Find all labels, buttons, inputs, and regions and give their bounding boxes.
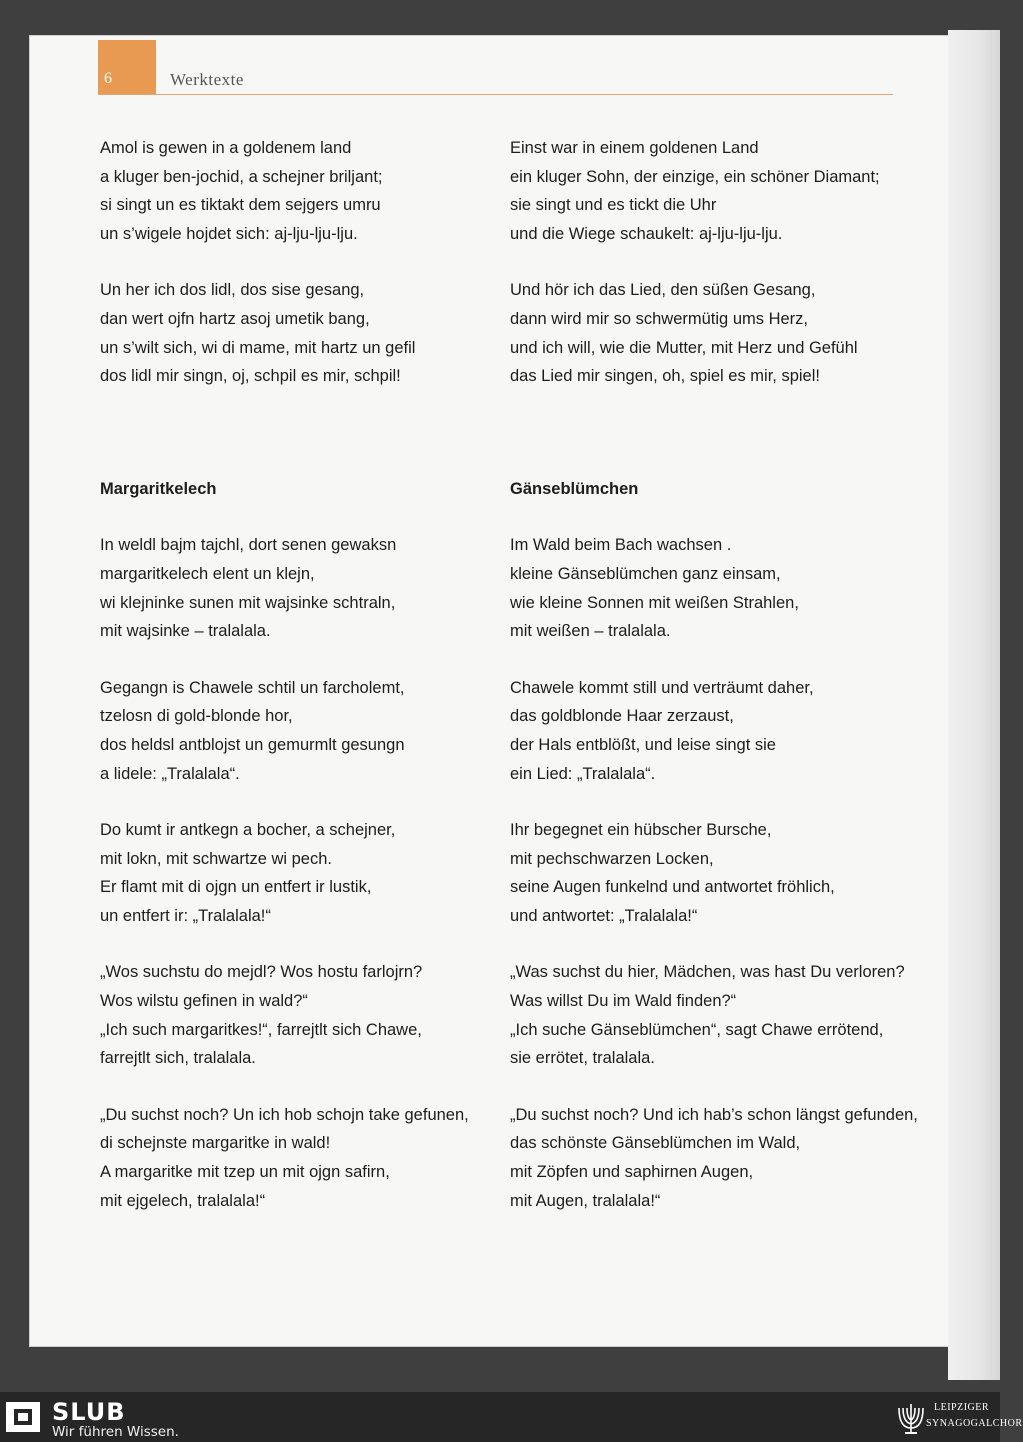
yiddish-text-line: un s’wilt sich, wi di mame, mit hartz un gefil: [100, 338, 416, 357]
german-text-line: das goldblonde Haar zerzaust,: [510, 707, 734, 726]
german-text-line: sie singt und es tickt die Uhr: [510, 196, 717, 215]
german-text-line: „Was suchst du hier, Mädchen, was hast Du verloren?: [510, 963, 905, 982]
yiddish-text-line: un s’wigele hojdet sich: aj-lju-lju-lju.: [100, 224, 358, 243]
german-text-line: mit weißen – tralalala.: [510, 622, 671, 641]
german-text-line: mit pechschwarzen Locken,: [510, 849, 714, 868]
stanza-gap: [100, 1073, 500, 1101]
yiddish-text-line: di schejnste margaritke in wald!: [100, 1134, 331, 1153]
german-text-line: das schönste Gänseblümchen im Wald,: [510, 1134, 801, 1153]
stanza-gap: [510, 1073, 910, 1101]
german-text-line: sie errötet, tralalala.: [510, 1049, 655, 1068]
yiddish-text-line: si singt un es tiktakt dem sejgers umru: [100, 196, 381, 215]
german-text-line: und antwortet: „Tralalala!“: [510, 906, 698, 925]
yiddish-text-line: „Du suchst noch? Un ich hob schojn take gefunen,: [100, 1105, 469, 1124]
german-song-title: Gänseblümchen: [510, 479, 639, 498]
german-text-line: und die Wiege schaukelt: aj-lju-lju-lju.: [510, 224, 783, 243]
yiddish-text-line: a kluger ben-jochid, a schejner briljant;: [100, 167, 383, 186]
section-gap: [510, 391, 910, 475]
header-divider: [98, 94, 893, 95]
slub-logo-icon[interactable]: [4, 1400, 42, 1434]
yiddish-text-line: Wos wilstu gefinen in wald?“: [100, 992, 308, 1011]
yiddish-text-line: tzelosn di gold-blonde hor,: [100, 707, 293, 726]
yiddish-text-line: dos lidl mir singn, oj, schpil es mir, schpil!: [100, 367, 401, 386]
facing-page-edge: [948, 30, 1000, 1380]
yiddish-text-line: Un her ich dos lidl, dos sise gesang,: [100, 281, 365, 300]
yiddish-text-line: Amol is gewen in a goldenem land: [100, 139, 352, 157]
german-text-line: ein Lied: „Tralalala“.: [510, 764, 656, 783]
library-name[interactable]: SLUB: [52, 1398, 126, 1426]
german-text-line: seine Augen funkelnd und antwortet fröhlich,: [510, 878, 835, 897]
yiddish-text-line: mit lokn, mit schwartze wi pech.: [100, 849, 332, 868]
section-title: Werktexte: [170, 70, 244, 89]
library-tagline: Wir führen Wissen.: [52, 1424, 179, 1440]
yiddish-text-line: mit ejgelech, tralalala!“: [100, 1191, 266, 1210]
yiddish-text-line: „Ich such margaritkes!“, farrejtlt sich Chawe,: [100, 1020, 422, 1039]
stanza-gap: [100, 646, 500, 674]
german-text-line: „Du suchst noch? Und ich hab’s schon längst gefunden,: [510, 1105, 918, 1124]
german-text-line: der Hals entblößt, und leise singt sie: [510, 735, 776, 754]
yiddish-text-line: dos heldsl antblojst un gemurmlt gesungn: [100, 735, 405, 754]
german-text-line: Ihr begegnet ein hübscher Bursche,: [510, 821, 772, 840]
stanza-gap: [510, 930, 910, 958]
stanza-gap: [510, 248, 910, 276]
yiddish-text-line: un entfert ir: „Tralalala!“: [100, 906, 271, 925]
choir-name-line1: LEIPZIGER: [934, 1402, 990, 1413]
german-text-line: Einst war in einem goldenen Land: [510, 139, 759, 157]
german-text-line: Was willst Du im Wald finden?“: [510, 992, 737, 1011]
german-text-line: Im Wald beim Bach wachsen .: [510, 536, 732, 555]
german-text-line: mit Zöpfen und saphirnen Augen,: [510, 1163, 754, 1182]
german-text-line: dann wird mir so schwermütig ums Herz,: [510, 309, 808, 328]
yiddish-text-line: farrejtlt sich, tralalala.: [100, 1049, 256, 1068]
stanza-gap: [510, 646, 910, 674]
german-text-line: „Ich suche Gänseblümchen“, sagt Chawe errötend,: [510, 1020, 884, 1039]
stanza-gap: [100, 930, 500, 958]
german-text-line: Chawele kommt still und verträumt daher,: [510, 678, 814, 697]
choir-name-line2: SYNAGOGALCHOR: [926, 1418, 1023, 1429]
stanza-gap: [100, 248, 500, 276]
page-number: 6: [104, 70, 112, 87]
section-gap: [100, 391, 500, 475]
yiddish-text-line: „Wos suchstu do mejdl? Wos hostu farlojrn?: [100, 963, 423, 982]
stanza-gap: [100, 503, 500, 531]
yiddish-text-line: Do kumt ir antkegn a bocher, a schejner,: [100, 821, 396, 840]
german-text-line: ein kluger Sohn, der einzige, ein schöner Diamant;: [510, 167, 880, 186]
yiddish-song-title: Margaritkelech: [100, 479, 217, 498]
viewer-footer: [0, 1392, 1023, 1442]
yiddish-text-line: a lidele: „Tralalala“.: [100, 764, 240, 783]
german-text-line: kleine Gänseblümchen ganz einsam,: [510, 564, 781, 583]
stanza-gap: [510, 788, 910, 816]
document-page: [30, 36, 948, 1346]
yiddish-text-line: A margaritke mit tzep un mit ojgn safirn,: [100, 1163, 390, 1182]
yiddish-text-line: dan wert ojfn hartz asoj umetik bang,: [100, 309, 370, 328]
german-text-line: Und hör ich das Lied, den süßen Gesang,: [510, 281, 816, 300]
stanza-gap: [100, 788, 500, 816]
yiddish-text-line: mit wajsinke – tralalala.: [100, 622, 271, 641]
yiddish-text-line: wi klejninke sunen mit wajsinke schtraln,: [100, 593, 396, 612]
yiddish-text-line: margaritkelech elent un klejn,: [100, 564, 315, 583]
german-text-column: [510, 134, 918, 1215]
german-text-line: wie kleine Sonnen mit weißen Strahlen,: [510, 593, 799, 612]
yiddish-text-line: In weldl bajm tajchl, dort senen gewaksn: [100, 536, 397, 555]
german-text-line: mit Augen, tralalala!“: [510, 1191, 661, 1210]
german-text-line: das Lied mir singen, oh, spiel es mir, spiel!: [510, 367, 820, 386]
yiddish-text-column: [100, 134, 500, 1215]
menorah-icon: [896, 1398, 926, 1438]
yiddish-text-line: Gegangn is Chawele schtil un farcholemt,: [100, 678, 405, 697]
yiddish-text-line: Er flamt mit di ojgn un entfert ir lustik,: [100, 878, 372, 897]
german-text-line: und ich will, wie die Mutter, mit Herz und Gefühl: [510, 338, 858, 357]
stanza-gap: [510, 503, 910, 531]
